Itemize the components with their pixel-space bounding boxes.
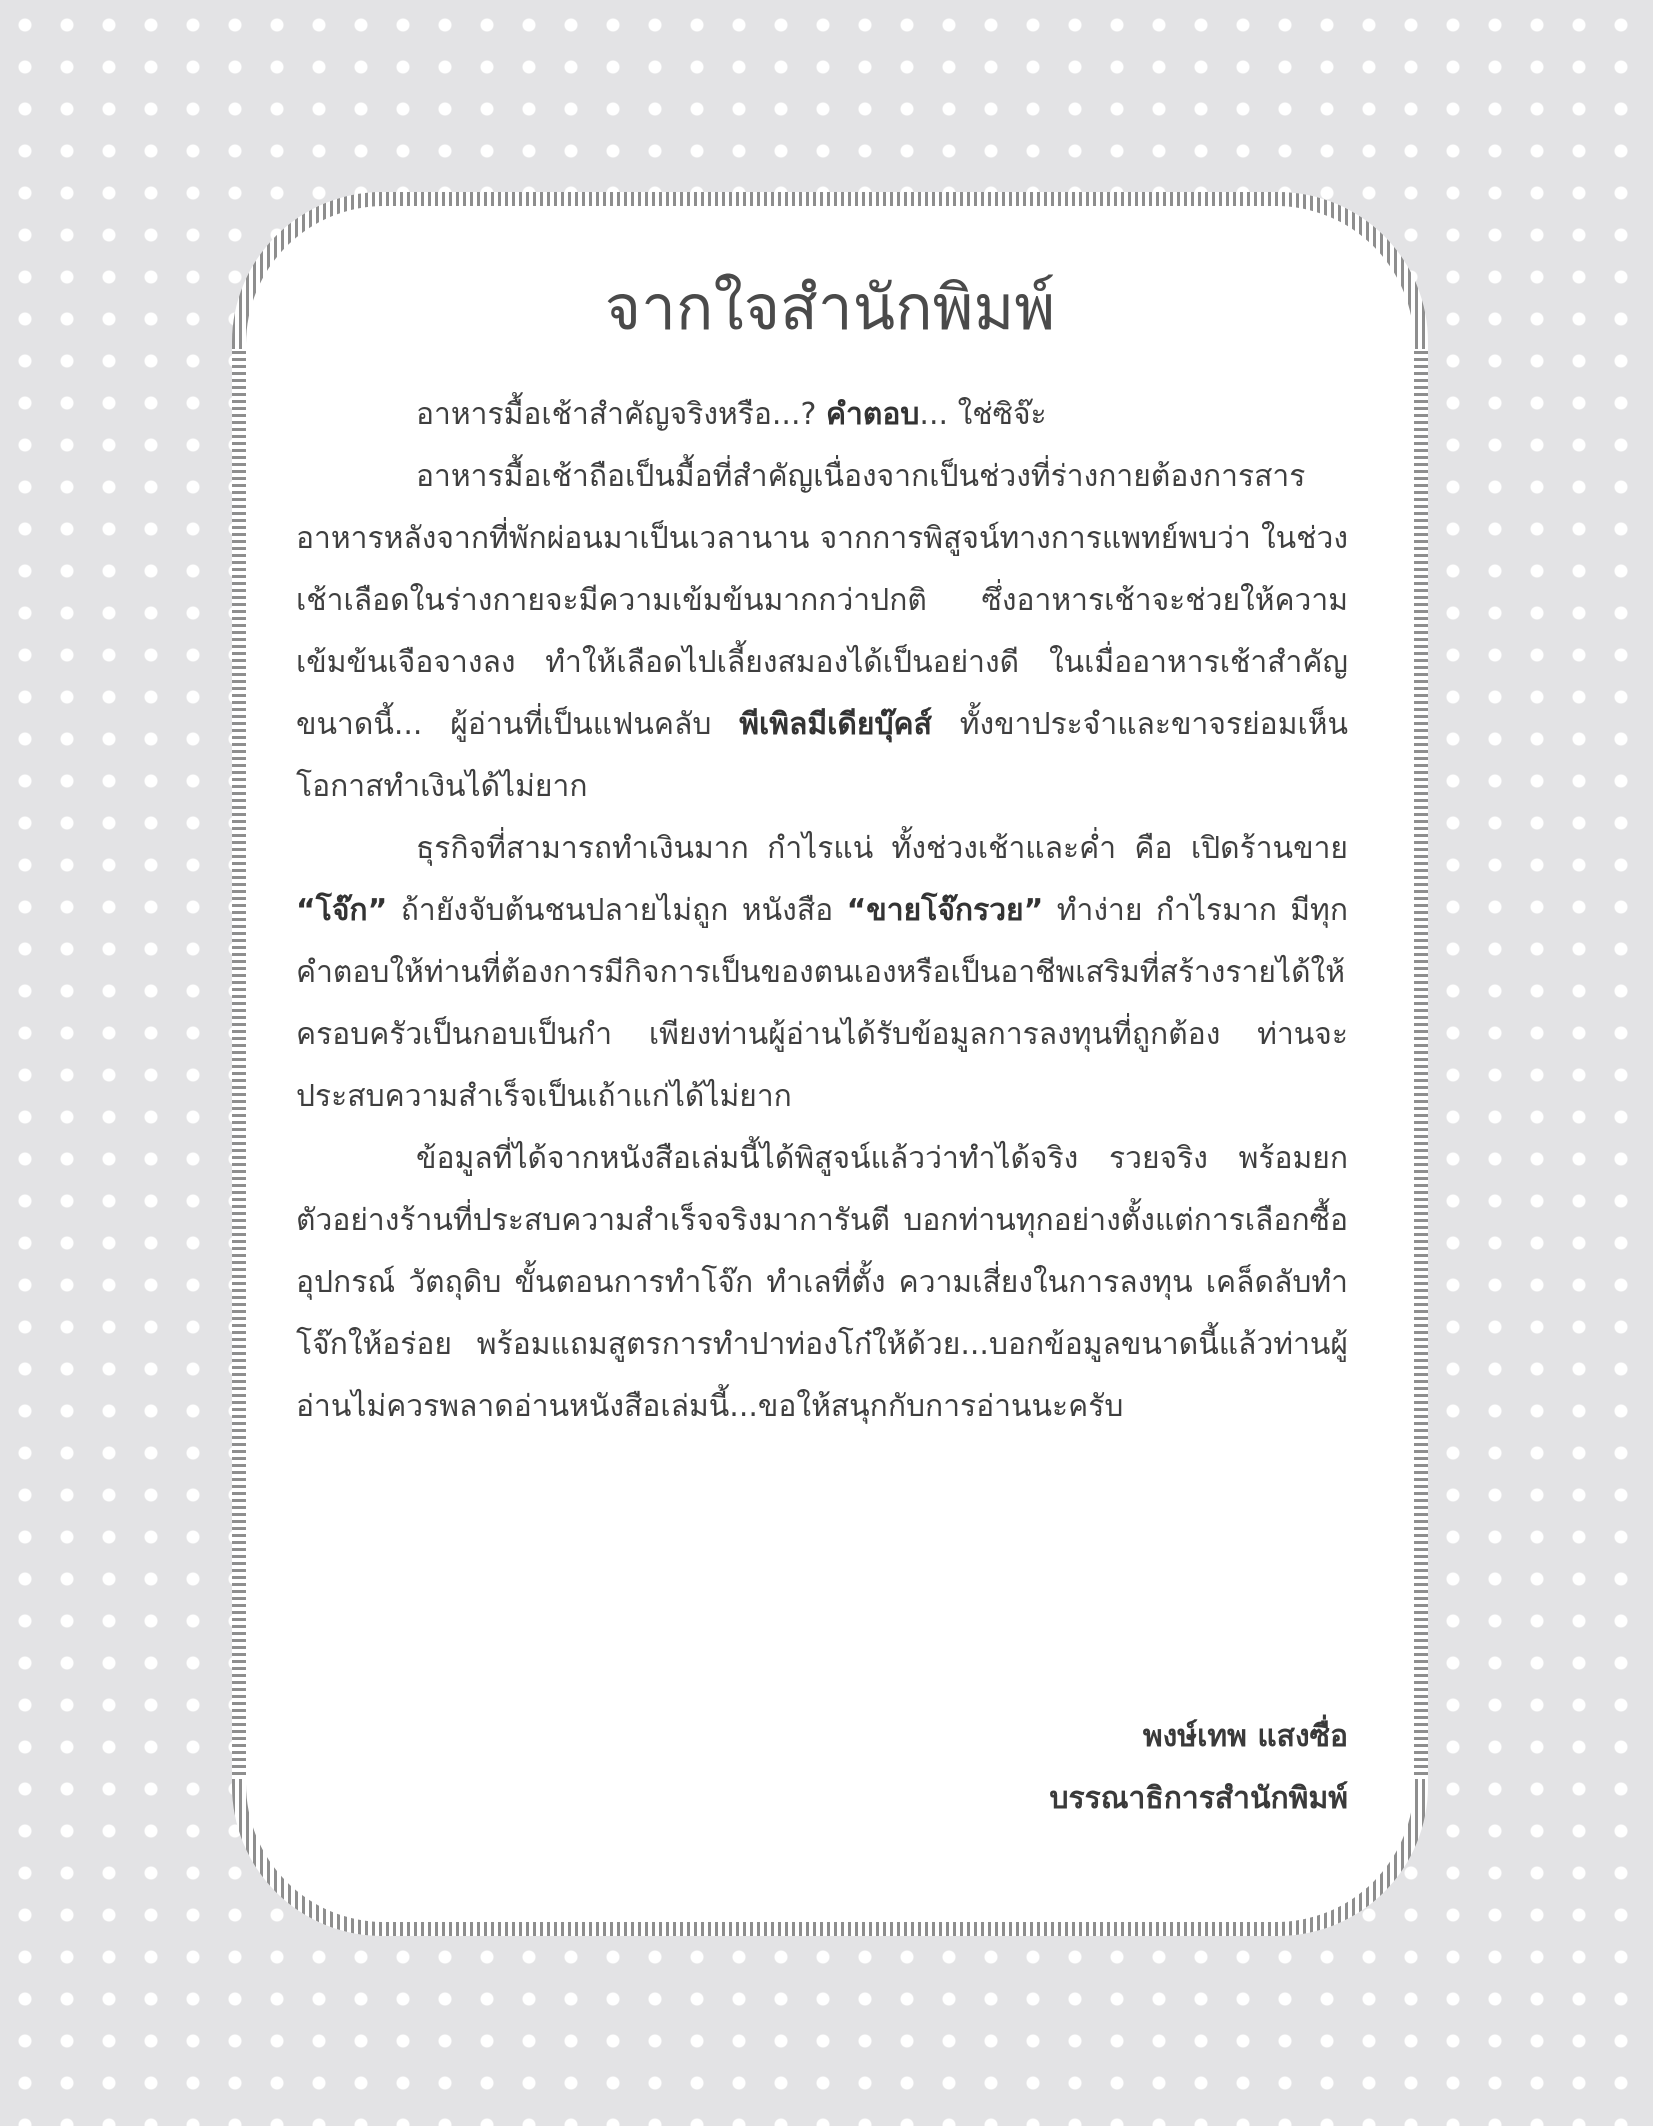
paragraph-business-mid: ถ้ายังจับต้นชนปลายไม่ถูก หนังสือ (387, 893, 847, 928)
paragraph-business (296, 818, 1348, 1128)
paragraph-business-end: ทำง่าย กำไรมาก มีทุกคำตอบให้ท่านที่ต้องการมีกิจการเป็นของตนเองหรือเป็นอาชีพเสริมที่สร้างรายได้ให้ครอบครัวเป็นกอบเป็นกำ เพียงท่านผู้อ่านได้รับข้อมูลการลงทุนที่ถูกต้อง ท่านจะประสบความสำเร็จเป็นเถ้าแก่ได้ไม่ยาก (296, 893, 1348, 1114)
paragraph-breakfast (296, 446, 1348, 818)
intro-question: อาหารมื้อเช้าสำคัญจริงหรือ...? (416, 397, 826, 432)
book-title: “ขายโจ๊กรวย” (846, 893, 1044, 928)
intro-answer-label: คำตอบ (825, 397, 920, 432)
page-title: จากใจสำนักพิมพ์ (604, 271, 1056, 344)
joke-shop-term: “โจ๊ก” (296, 893, 388, 928)
publisher-brand: พีเพิลมีเดียบุ๊คส์ (739, 707, 932, 742)
paragraph-book-info-text: ข้อมูลที่ได้จากหนังสือเล่มนี้ได้พิสูจน์แล้วว่าทำได้จริง รวยจริง พร้อมยกตัวอย่างร้านที่ประสบความสำเร็จจริงมาการันตี บอกท่านทุกอย่างตั้งแต่การเลือกซื้ออุปกรณ์ วัตถุดิบ ขั้นตอนการทำโจ๊ก ทำเลที่ตั้ง ความเสี่ยงในการลงทุน เคล็ดลับทำโจ๊กให้อร่อย พร้อมแถมสูตรการทำปาท่องโก๋ให้ด้วย...บอกข้อมูลขนาดนี้แล้วท่านผู้อ่านไม่ควรพลาดอ่านหนังสือเล่มนี้...ขอให้สนุกกับการอ่านนะครับ (296, 1141, 1348, 1424)
signature-role: บรรณาธิการสำนักพิมพ์ (1049, 1781, 1348, 1816)
intro-answer-text: ... ใช่ซิจ๊ะ (919, 397, 1047, 432)
paragraph-breakfast-text: อาหารมื้อเช้าถือเป็นมื้อที่สำคัญเนื่องจากเป็นช่วงที่ร่างกายต้องการสารอาหารหลังจากที่พักผ่อนมาเป็นเวลานาน จากการพิสูจน์ทางการแพทย์พบว่า ในช่วงเช้าเลือดในร่างกายจะมีความเข้มข้นมากกว่าปกติ ซึ่งอาหารเช้าจะช่วยให้ความเข้มข้นเจือจางลง ทำให้เลือดไปเลี้ยงสมองได้เป็นอย่างดี ในเมื่ออาหารเช้าสำคัญขนาดนี้... ผู้อ่านที่เป็นแฟนคลับ (296, 459, 1348, 742)
article-body (296, 384, 1348, 1438)
signature-block (296, 1706, 1348, 1830)
paragraph-book-info (296, 1128, 1348, 1438)
paragraph-business-start: ธุรกิจที่สามารถทำเงินมาก กำไรแน่ ทั้งช่วงเช้าและค่ำ คือ เปิดร้านขาย (416, 831, 1348, 866)
paragraph-breakfast-end: ทั้งขาประจำและขาจรย่อมเห็นโอกาสทำเงินได้ไม่ยาก (296, 707, 1349, 804)
signature-name: พงษ์เทพ แสงซื่อ (1142, 1719, 1348, 1754)
intro-line (296, 384, 1348, 446)
